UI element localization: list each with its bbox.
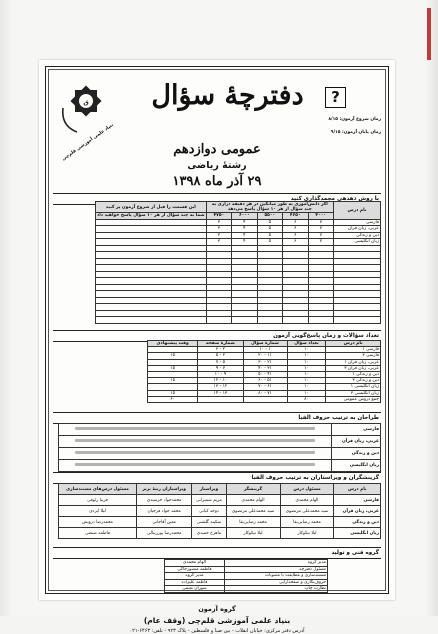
scoring-value-header: ۴۷۵۰ — [206, 213, 232, 220]
count-cell-range: ۱۱ - ۲۰ — [243, 353, 287, 359]
count-cell-name: دین و زندگی ۳ — [326, 378, 381, 384]
scoring-value: ۶ — [283, 219, 308, 226]
production-label: مدیر گروه — [224, 560, 327, 567]
start-time: زمان شروع آزمون: ۸/۱۵ — [328, 117, 381, 122]
editor-cell-editor: دوحه کیانی — [192, 506, 226, 517]
illegible-text — [75, 451, 315, 453]
editor-cell-editor: ماهرخ حمیدی — [192, 528, 226, 539]
designer-subject: عربی، زبان قرآن — [332, 436, 381, 448]
count-cell-time: ۱۵ — [148, 353, 198, 359]
logo-text: بنیاد علمی آموزشی قلم‌چی — [61, 122, 115, 163]
blank-cell — [232, 317, 257, 324]
exam-name: عمومی دوازدهم — [173, 142, 261, 157]
count-header: شمارهٔ سؤال — [243, 341, 287, 347]
editors-header: نام درس — [334, 484, 381, 495]
count-cell-name: دین و زندگی ۱ — [326, 372, 381, 378]
scoring-value: ۵ — [257, 226, 282, 233]
table-row — [59, 448, 381, 460]
count-cell-range: ۴۱ - ۵۰ — [243, 372, 287, 378]
count-cell-page: ۷ - ۹ — [198, 365, 243, 371]
editor-cell-name: عربی، زبان قرآن — [334, 506, 381, 517]
blank-cell — [206, 317, 232, 324]
footer-address: آدرس دفتر مرکزی: خیابان انقلاب - بین صبا و فلسطین - پلاک ۹۲۳ - تلفن: ۶۴۶۳-۰۲۱ — [129, 628, 305, 634]
svg-text:ق: ق — [83, 99, 89, 106]
production-label: نظارت چاپ — [224, 586, 327, 593]
count-cell-range: ۷۱ - ۸۰ — [243, 390, 287, 396]
section-production-label: گروه فنی و تولید — [331, 550, 379, 556]
count-cell-count: ۱۰ — [287, 359, 326, 365]
production-value: فاطمه منصورخاکی — [165, 566, 225, 573]
editor-cell-selector: سید محمدعلی مرتضوی — [226, 506, 280, 517]
section-designers-label: طراحان به ترتیب حروف الفبا — [298, 415, 379, 421]
field-name: رشتهٔ ریاضی — [187, 160, 247, 171]
count-cell-time: ۱۵ — [148, 365, 198, 371]
scoring-value-header: ۶۰۰۰ — [232, 213, 257, 220]
production-value: الهام محمدی — [165, 560, 225, 567]
designer-names — [59, 448, 332, 460]
production-table — [164, 559, 328, 593]
illegible-text — [75, 463, 315, 465]
editor-cell-doc: لیلا ایزدی — [59, 506, 137, 517]
editors-table — [58, 483, 381, 539]
blank-cell — [283, 317, 308, 324]
scoring-value: ۷ — [308, 219, 333, 226]
count-cell-page: ۱۳ - ۱۴ — [198, 390, 243, 396]
end-time: زمان پایان آزمون: ۹/۱۵ — [330, 130, 381, 135]
editor-cell-doc: فریبا رئوفی — [59, 495, 137, 506]
designer-names — [59, 436, 332, 448]
scoring-header-left: این قسمت را قبل از شروع آزمون پر کنید — [96, 202, 207, 213]
count-header: تعداد سؤال — [287, 341, 326, 347]
scoring-value: ۴ — [232, 232, 257, 239]
scoring-sub-header: شما به چند سؤال از هر ۱۰ سؤال پاسخ خواهید داد — [97, 213, 205, 218]
editor-cell-owner: محمد رضایی‌بقا — [280, 517, 334, 528]
count-cell-range — [243, 396, 287, 402]
editor-cell-name: دین و زندگی — [334, 517, 381, 528]
table-row — [165, 560, 328, 567]
count-cell-range: ۳۱ - ۴۰ — [243, 365, 287, 371]
blank-cell — [96, 317, 207, 324]
count-cell-count: ۸۰ — [287, 396, 326, 402]
production-value: مدیر گروه — [165, 573, 225, 580]
designers-table — [58, 423, 381, 472]
scoring-value: ۵ — [257, 239, 282, 246]
count-cell-range: ۲۱ - ۳۰ — [243, 359, 287, 365]
editor-cell-name: فارسی — [334, 495, 381, 506]
editors-header: ویراستاران رتبهٔ برتر — [136, 484, 191, 495]
editor-cell-owner: سید محمدعلی مرتضوی — [280, 506, 334, 517]
count-cell-range: ۵۱ - ۶۰ — [243, 378, 287, 384]
table-row — [148, 396, 381, 402]
blank-cell — [334, 317, 381, 324]
count-cell-page — [198, 396, 243, 402]
count-cell-count: ۱۰ — [287, 384, 326, 390]
count-cell-name: عربی، زبان قرآن ۱ — [326, 359, 381, 365]
editor-cell-selector: لیلا نیکوکار — [226, 528, 280, 539]
scoring-value: ۶ — [283, 232, 308, 239]
table-row — [59, 506, 381, 517]
editor-cell-owner: لیلا نیکوکار — [280, 528, 334, 539]
count-cell-range: ۱ - ۱۰ — [243, 347, 287, 353]
scoring-value: ۴ — [232, 219, 257, 226]
count-cell-time: ۱۵ — [148, 378, 198, 384]
scoring-lesson-name: دین و زندگی — [334, 232, 381, 239]
scoring-value: ۷ — [308, 232, 333, 239]
illegible-text — [75, 439, 315, 441]
table-row — [59, 460, 381, 472]
count-cell-count: ۱۰ — [287, 347, 326, 353]
scoring-value-header: ۴۶۵۰ — [283, 213, 308, 220]
designer-subject: فارسی — [332, 424, 381, 436]
scoring-value: ۳ — [206, 232, 232, 239]
section-scoring-label: با روش دهدهی مجمدگذاری کنید — [290, 196, 379, 202]
production-label: مستندسازی و مطابقت با مصوبات — [224, 573, 327, 580]
red-edge-mark — [427, 8, 431, 60]
count-cell-page: ۵ - ۷ — [198, 359, 243, 365]
scoring-value-header: ۴۰۰۰ — [308, 213, 333, 220]
count-cell-range: ۶۱ - ۷۰ — [243, 384, 287, 390]
editor-cell-top: محمد جواد فرجیان — [136, 506, 191, 517]
scoring-value: ۳ — [206, 239, 232, 246]
scoring-value: ۶ — [283, 239, 308, 246]
table-row — [59, 495, 381, 506]
count-cell-page: ۱۲ - ۱۳ — [198, 384, 243, 390]
count-cell-name: عربی، زبان قرآن ۳ — [326, 365, 381, 371]
production-label: مسئول دفترچه — [224, 566, 327, 573]
scoring-value: ۴ — [232, 226, 257, 233]
page-title: دفترچهٔ سؤال — [151, 80, 304, 111]
count-cell-name: فارسی ۳ — [326, 353, 381, 359]
count-cell-count: ۱۰ — [287, 390, 326, 396]
blank-cell — [257, 317, 282, 324]
designer-names — [59, 424, 332, 436]
editor-cell-top: محمدجواد خرسندی — [136, 495, 191, 506]
scoring-value: ۵ — [257, 232, 282, 239]
scoring-value: ۵ — [257, 219, 282, 226]
table-row — [59, 436, 381, 448]
count-cell-count: ۱۰ — [287, 372, 326, 378]
question-count-table — [147, 340, 381, 403]
question-mark-box: ? — [325, 87, 346, 108]
scoring-lesson-name: عربی، زبان قرآن — [334, 226, 381, 233]
designer-subject: زبان انگلیسی — [332, 460, 381, 472]
table-row — [165, 586, 328, 593]
scoring-value: ۳ — [206, 226, 232, 233]
editor-cell-selector: محمد رضایی‌بقا — [226, 517, 280, 528]
editor-cell-doc: فاطمه صنعتی — [59, 528, 137, 539]
count-header: شمارهٔ صفحه — [198, 341, 243, 347]
footer-group: گروه آزمون — [198, 605, 236, 613]
count-cell-page: ۳ - ۵ — [198, 353, 243, 359]
editors-header: مسئول درس — [280, 484, 334, 495]
count-header: نام درس — [326, 341, 381, 347]
editors-header: ویراستار — [192, 484, 226, 495]
table-row — [165, 579, 328, 586]
scoring-value: ۷ — [308, 239, 333, 246]
editor-cell-owner: الهام محمدی — [280, 495, 334, 506]
scoring-value-header: ۵۵۰۰ — [257, 213, 282, 220]
section-production-heading — [53, 547, 381, 559]
editors-header: گزینشگر — [226, 484, 280, 495]
scoring-table — [95, 201, 381, 324]
scoring-lesson-name: زبان انگلیسی — [334, 239, 381, 246]
editors-header: مسئول درس‌های مستندسازی — [59, 484, 137, 495]
count-cell-time: ۶۰ — [148, 396, 198, 402]
scoring-header-right: اگر دانش‌آموزی به طور میانگین در هر دقیقه درازی به چند سؤال از هر ۱۰ سؤال پاسخ می‌دهد — [206, 202, 333, 213]
editor-cell-top: معین آقاجانی — [136, 517, 191, 528]
count-cell-name: جمع دروس عمومی — [326, 396, 381, 402]
blank-cell — [308, 317, 333, 324]
production-value: فاطمه علیزاده — [165, 579, 225, 586]
table-row — [59, 424, 381, 436]
scoring-lesson-name: فارسی — [334, 219, 381, 226]
designer-names — [59, 460, 332, 472]
count-cell-count: ۱۰ — [287, 365, 326, 371]
designer-subject: دین و زندگی — [332, 448, 381, 460]
document-page — [39, 60, 395, 634]
count-cell-time: ۱۵ — [148, 390, 198, 396]
count-cell-page: ۱۰ - ۱۲ — [198, 378, 243, 384]
blank-row — [96, 317, 381, 324]
count-cell-name: زبان انگلیسی ۳ — [326, 390, 381, 396]
scoring-value: ۷ — [308, 226, 333, 233]
section-editors-label: گزینشگران و ویراستاران به ترتیب حروف الفبا — [251, 475, 379, 481]
production-label: حروف‌نگاری و صفحه‌آرایی — [224, 579, 327, 586]
editor-cell-editor: سکینه گلشنی — [192, 517, 226, 528]
section-counts-label: تعداد سؤالات و زمان پاسخ‌گویی آزمون — [273, 333, 379, 339]
table-row — [165, 566, 328, 573]
scoring-value: ۳ — [206, 219, 232, 226]
count-cell-name: فارسی ۱ — [326, 347, 381, 353]
count-cell-page: ۹ - ۱۰ — [198, 372, 243, 378]
exam-date: ۲۹ آذر ماه ۱۳۹۸ — [172, 174, 262, 189]
table-row — [59, 517, 381, 528]
editor-cell-editor: مریم شمیرانی — [192, 495, 226, 506]
editor-cell-name: زبان انگلیسی — [334, 528, 381, 539]
count-cell-count: ۱۰ — [287, 353, 326, 359]
count-header: وقت پیشنهادی — [148, 341, 198, 347]
editor-cell-doc: محمدرضا درویش — [59, 517, 137, 528]
scoring-value: ۴ — [232, 239, 257, 246]
count-cell-count: ۱۰ — [287, 378, 326, 384]
scoring-header-lesson: نام درس — [334, 202, 381, 220]
editor-cell-selector: الهام محمدی — [226, 495, 280, 506]
count-cell-name: زبان انگلیسی ۱ — [326, 384, 381, 390]
count-cell-page: ۲ - ۳ — [198, 347, 243, 353]
illegible-text — [75, 427, 315, 429]
editor-cell-top: محمدرضا پورزینالی — [136, 528, 191, 539]
production-value: سوران نعیمی — [165, 586, 225, 593]
table-row — [165, 573, 328, 580]
scoring-value: ۶ — [283, 226, 308, 233]
footer-org: بنیاد علمی آموزشی قلم‌چی (وقف عام) — [143, 616, 291, 625]
table-row — [59, 528, 381, 539]
